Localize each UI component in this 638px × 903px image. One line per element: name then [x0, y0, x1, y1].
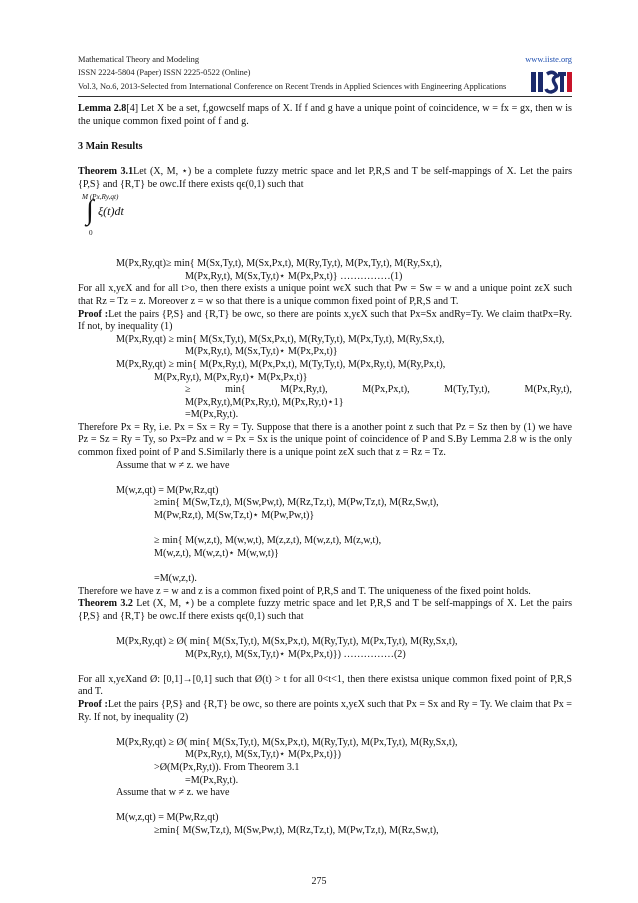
proof-line: M(Px,Ry,t), M(Sx,Ty,t)⋆ M(Px,Px,t)}) — [185, 749, 341, 761]
inequality-1-line-2: M(Px,Ry,t), M(Sx,Ty,t)⋆ M(Px,Px,t)} ……………(1) — [185, 270, 403, 282]
inequality-2-line-2: M(Px,Ry,t), M(Sx,Ty,t)⋆ M(Px,Px,t)}) ……………(2) — [185, 648, 406, 660]
proof-line: M(Px,Ry,qt) ≥ Ø( min{ M(Sx,Ty,t), M(Sx,Px,t), M(Ry,Ty,t), M(Px,Ty,t), M(Ry,Sx,t), — [116, 736, 458, 748]
theorem-3-2-proof — [78, 699, 572, 724]
proof-line: M(Px,Ry,qt) ≥ min{ M(Px,Ry,t), M(Px,Px,t), M(Ty,Ty,t), M(Px,Ry,t), M(Ry,Px,t), — [116, 358, 446, 370]
proof-line: M(w,z,qt) = M(Pw,Rz,qt) — [116, 812, 219, 824]
paper-body — [78, 103, 572, 837]
assume-line: Assume that w ≠ z. we have — [116, 787, 230, 799]
proof-line: M(w,z,t), M(w,z,t)⋆ M(w,w,t)} — [154, 547, 279, 559]
header-rule — [78, 96, 572, 97]
spread-term: M(Px,Ry,t), — [280, 384, 328, 396]
integral-upper-limit: M (Px,Ry,qt) — [82, 193, 119, 202]
proof-text: Let the pairs {P,S} and {R,T} be owc, so there are points x,yϵX such that Px = Sx and Ry = Ty. We claim that Px = Ry. If not, by inequality (2) — [78, 698, 572, 723]
proof-label: Proof : — [78, 308, 109, 320]
proof-line: M(Px,Ry,t), M(Px,Ry,t)⋆ M(Px,Px,t)} — [154, 371, 308, 383]
integral-sign: ∫ — [86, 195, 94, 227]
lemma-text: [4] Let X be a set, f,gowcself maps of X. If f and g have a unique point of coincidence, w = fx = gx, then w is the unique common fixed point of f and g. — [78, 103, 572, 127]
integral-expression — [78, 192, 572, 248]
page-number: 275 — [311, 876, 327, 887]
proof-paragraph: Therefore Px = Ry, i.e. Px = Sx = Ry = Ty. Suppose that there is a another point z such that Pz = Sz then by (1) we have Pz = Sz = Ry = Ty, so Px=Pz and w = Px = Sx is the unique point of coincidence of P and S.By Lemma 2.8 w is the only common fixed point of P and S.Similarly there is a unique point zϵX such that z = Rz = Tz. — [78, 421, 572, 459]
iiste-logo — [527, 68, 573, 96]
theorem-3-2-label: Theorem 3.2 — [78, 598, 133, 610]
assume-line: Assume that w ≠ z. we have — [116, 459, 230, 471]
proof-line: M(w,z,qt) = M(Pw,Rz,qt) — [116, 484, 219, 496]
proof-line: M(Px,Ry,t),M(Px,Ry,t), M(Px,Ry,t)⋆1} — [185, 396, 344, 408]
proof-conclusion: Therefore we have z = w and z is a common fixed point of P,R,S and T. The uniqueness of the fixed point holds. — [78, 585, 531, 597]
inequality-2-line-1: M(Px,Ry,qt) ≥ Ø( min{ M(Sx,Ty,t), M(Sx,Px,t), M(Ry,Ty,t), M(Px,Ty,t), M(Ry,Sx,t), — [116, 635, 458, 647]
theorem-3-1-label: Theorem 3.1 — [78, 165, 134, 177]
theorem-3-1-proof — [78, 309, 572, 334]
proof-line-spread — [78, 384, 572, 397]
spread-term: min{ — [225, 384, 246, 396]
proof-line: =M(Px,Ry,t). — [185, 774, 239, 786]
spread-term: M(Px,Px,t), — [362, 384, 410, 396]
theorem-3-2-condition: For all x,yϵXand Ø: [0,1]→[0,1] such that Ø(t) > t for all 0<t<1, then there existsa unique common fixed point of P,R,S and T. — [78, 673, 572, 698]
integral-body: ξ(t)dt — [98, 204, 124, 219]
theorem-3-1-condition: For all x,yϵX and for all t>o, then there exists a unique point wϵX such that Pw = Sw = w and a unique point zϵX such that Rz = Tz = z. Moreover z = w so that there is a unique common fixed point of P,R,S and T. — [78, 283, 572, 307]
theorem-3-2-text: Let (X, M, ⋆) be a complete fuzzy metric space and let P,R,S and T be self-mappings of X. Let the pairs {P,S} and {R,T} be owc.If there exists qϵ(0,1) such that — [78, 598, 572, 622]
issn-line: ISSN 2224-5804 (Paper) ISSN 2225-0522 (Online) — [78, 68, 251, 77]
proof-line: >Ø(M(Px,Ry,t)). From Theorem 3.1 — [154, 761, 300, 773]
volume-line: Vol.3, No.6, 2013-Selected from International Conference on Recent Trends in Applied Sciences with Engineering Applications — [78, 82, 507, 91]
spread-term: ≥ — [185, 384, 191, 396]
proof-line: ≥min{ M(Sw,Tz,t), M(Sw,Pw,t), M(Rz,Tz,t), M(Pw,Tz,t), M(Rz,Sw,t), — [154, 824, 439, 836]
spread-term: M(Ty,Ty,t), — [444, 384, 490, 396]
proof-line: =M(Px,Ry,t). — [185, 409, 239, 421]
proof-line: M(Pw,Rz,t), M(Sw,Tz,t)⋆ M(Pw,Pw,t)} — [154, 510, 315, 522]
proof-line: ≥ min{ M(w,z,t), M(w,w,t), M(z,z,t), M(w,z,t), M(z,w,t), — [154, 535, 382, 547]
lemma-label: Lemma 2.8 — [78, 103, 127, 114]
lemma-paragraph — [78, 103, 572, 128]
journal-url-link[interactable]: www.iiste.org — [525, 55, 572, 64]
theorem-3-1-text: Let (X, M, ⋆) be a complete fuzzy metric space and let P,R,S and T be self-mappings of X. Let the pairs {P,S} and {R,T} be owc.If there exists qϵ(0,1) such that — [78, 165, 573, 190]
integral-lower-limit: 0 — [89, 229, 93, 238]
theorem-3-2-statement — [78, 598, 572, 623]
proof-line: =M(w,z,t). — [154, 573, 197, 584]
proof-line: M(Px,Ry,qt) ≥ min{ M(Sx,Ty,t), M(Sx,Px,t), M(Ry,Ty,t), M(Px,Ty,t), M(Ry,Sx,t), — [116, 333, 445, 345]
journal-title: Mathematical Theory and Modeling — [78, 55, 200, 64]
proof-label: Proof : — [78, 698, 108, 710]
proof-text: Let the pairs {P,S} and {R,T} be owc, so there are points x,yϵX such that Px=Sx andRy=Ty. We claim thatPx=Ry. If not, by inequality (1) — [78, 308, 572, 333]
theorem-3-1-statement — [78, 166, 572, 191]
proof-line: M(Px,Ry,t), M(Sx,Ty,t)⋆ M(Px,Px,t)} — [185, 346, 338, 358]
spread-term: M(Px,Ry,t), — [524, 384, 572, 396]
inequality-1-line-1: M(Px,Ry,qt)≥ min{ M(Sx,Ty,t), M(Sx,Px,t), M(Ry,Ty,t), M(Px,Ty,t), M(Ry,Sx,t), — [116, 258, 442, 270]
section-heading: 3 Main Results — [78, 140, 143, 152]
proof-line: ≥min{ M(Sw,Tz,t), M(Sw,Pw,t), M(Rz,Tz,t), M(Pw,Tz,t), M(Rz,Sw,t), — [154, 497, 439, 509]
